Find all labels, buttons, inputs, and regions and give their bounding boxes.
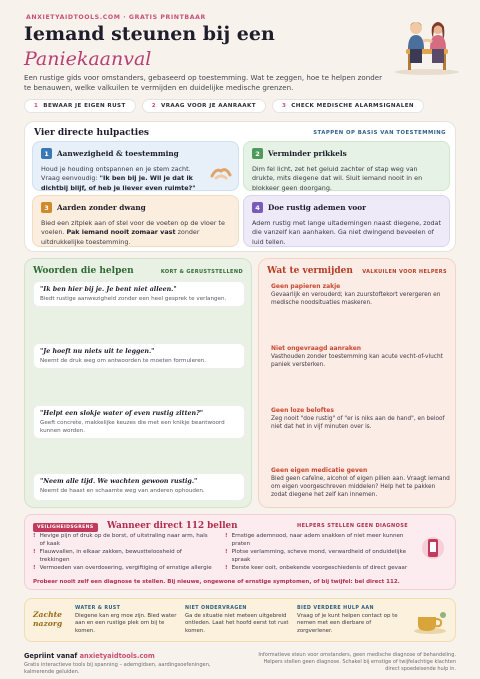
help-actions-subtitle: STAPPEN OP BASIS VAN TOESTEMMING [313,130,446,136]
tip-presence-consent: 1 Aanwezigheid & toestemming Houd je houding ontspannen en je stem zacht. Vraag eenvoudig: "Ik ben bij je. Wil je dat ik dichtbij blijf, of heb je liever even ruimte?" [32,141,239,191]
phrase-card: "Neem alle tijd. We wachten gewoon rustig." Neemt de haast en schaamte weg van anderen ophouden. [33,473,245,501]
aftercare-item: NIET ONDERVRAGEN Ga de situatie niet meteen uitgebreid ontleden. Laat het hoofd eerst tot rust komen. [185,606,289,634]
avoid-item: Geen papieren zakje Gevaarlijk en verouderd; kan zuurstoftekort verergeren en medische noodsituaties maskeren. [271,283,441,306]
words-title: Woorden die helpen [33,266,134,276]
words-that-help-panel [24,258,252,508]
principle-pill: 2 VRAAG VOOR JE AANRAAKT [142,99,266,113]
avoid-item: Geen loze beloftes Zeg nooit "doe rustig" of "er is niks aan de hand", en beloof niet dat het in vijf minuten over is. [271,407,445,430]
what-to-avoid-panel [258,258,456,508]
hands-icon [210,162,232,182]
avoid-item: Niet ongevraagd aanraken Vasthouden zonder toestemming kan acute vecht-of-vlucht paniek versterken. [271,345,443,368]
aftercare-item: BIED VERDERE HULP AAN Vraag of je kunt helpen contact op te nemen met een dierbare of zorgverlener. [297,606,398,634]
footer-disclaimer: Informatieve steun voor omstanders, geen medische diagnose of behandeling. Helpers stellen geen diagnose. Schakel bij ernstige of twijfelachtige klachten direct spoedeisende hulp in. [258,652,456,672]
tip-model-breathing: 4 Doe rustig ademen voor Adem rustig met lange uitademingen naast diegene, zodat die vanzelf kan aanhaken. Ga niet dwingend beveelen of luid tellen. [243,195,450,247]
page-title-emphasis: Paniekaanval [24,48,152,70]
phrase-card: "Je hoeft nu niets uit te leggen." Neemt de druk weg om antwoorden te moeten formuleren. [33,343,245,369]
supporting-people-illustration [392,16,462,76]
words-tag: KORT & GERUSTSTELLEND [160,269,243,275]
aftercare-title: Zachte nazorg [33,610,63,628]
footer-source: Gepriint vanaf anxietyaidtools.com Gratis interactieve tools bij spanning – ademgidsen, aardingsoefeningen, kalmerende geluiden. [24,652,224,675]
key-principles [24,99,424,113]
warning-sign: ! Plotse verlamming, scheve mond, verwardheid of onduidelijke spraak [225,549,407,563]
tip-grounding: 3 Aarden zonder dwang Bied een zitplek aan of stel voor de voeten op de vloer te voelen. Pak iemand nooit zomaar vast zonder uitdrukkelijke toestemming. [32,195,239,247]
warning-sign: ! Ernstige ademnood, naar adem snakken of niet meer kunnen praten [225,533,404,547]
phrase-card: "Helpt een slokje water of even rustig zitten?" Geeft concrete, makkelijke keuzes die met een knikje beantwoord kunnen worden. [33,405,245,439]
phone-icon [421,533,445,563]
warning-sign: ! Vermoeden van overdosering, vergiftiging of ernstige allergie [33,565,212,571]
principle-pill: 3 CHECK MEDISCHE ALARMSIGNALEN [272,99,424,113]
page-title: Iemand steunen bij een [24,23,275,45]
emergency-title: Wanneer direct 112 bellen [107,521,238,531]
footer-description: Gratis interactieve tools bij spanning – ademgidsen, aardingsoefeningen, kalmerende geluiden. [24,662,211,675]
emergency-panel [24,514,456,590]
avoid-tag: VALKUILEN VOOR HELPERS [362,269,447,275]
help-actions-title: Vier directe hulpacties [34,128,150,138]
warning-sign: ! Flauwvallen, in elkaar zakken, bewustteloosheid of trekkingen [33,549,182,563]
aftercare-item: WATER & RUST Diegene kan erg moe zijn. Bied water aan en een rustige plek om bij te komen. [75,606,177,634]
tip-reduce-stimuli: 2 Verminder prikkels Dim fel licht, zet het geluid zachter of stap weg van drukte, mits diegene dat wil. Sluit iemand nooit in en blokkeer geen doorgang. [243,141,450,191]
warning-sign: ! Eerste keer ooit, onbekende voorgeschiedenis of direct gevaar [225,565,408,571]
emergency-note: Probeer nooit zelf een diagnose te stellen. Bij nieuwe, ongewone of ernstige symptomen, of bij twijfel: bel direct 112. [33,579,400,585]
warning-sign: ! Hevige pijn of druk op de borst, of uitstraling naar arm, hals of kaak [33,533,208,547]
avoid-title: Wat te vermijden [267,266,353,276]
aftercare-panel [24,598,456,642]
source-link[interactable]: anxietyaidtools.com [79,652,155,660]
principle-pill: 1 BEWAAR JE EIGEN RUST [24,99,136,113]
emergency-subtitle: HELPERS STELLEN GEEN DIAGNOSE [297,523,409,529]
tea-cup-icon [413,607,447,635]
intro-text: Een rustige gids voor omstanders, gebaseerd op toestemming. Wat te zeggen, hoe te helpen zonder te benauwen, welke valkuilen te vermijden en duidelijke medische grenzen. [24,73,382,93]
help-actions-card [24,121,456,252]
avoid-item: Geen eigen medicatie geven Bied geen cafeïne, alcohol of eigen pillen aan. Vraagt iemand om eigen voorgeschreven middelen? Help het te pakken zodat diegene het zelf kan innemen. [271,467,450,498]
brand-label: ANXIETYAIDTOOLS.COM · GRATIS PRINTBAAR [26,14,206,21]
phrase-card: "Ik ben hier bij je. Je bent niet alleen." Biedt rustige aanwezigheid zonder een heel gesprek te verlangen. [33,281,245,307]
safety-badge: VEILIGHEIDSGRENS [33,523,98,532]
